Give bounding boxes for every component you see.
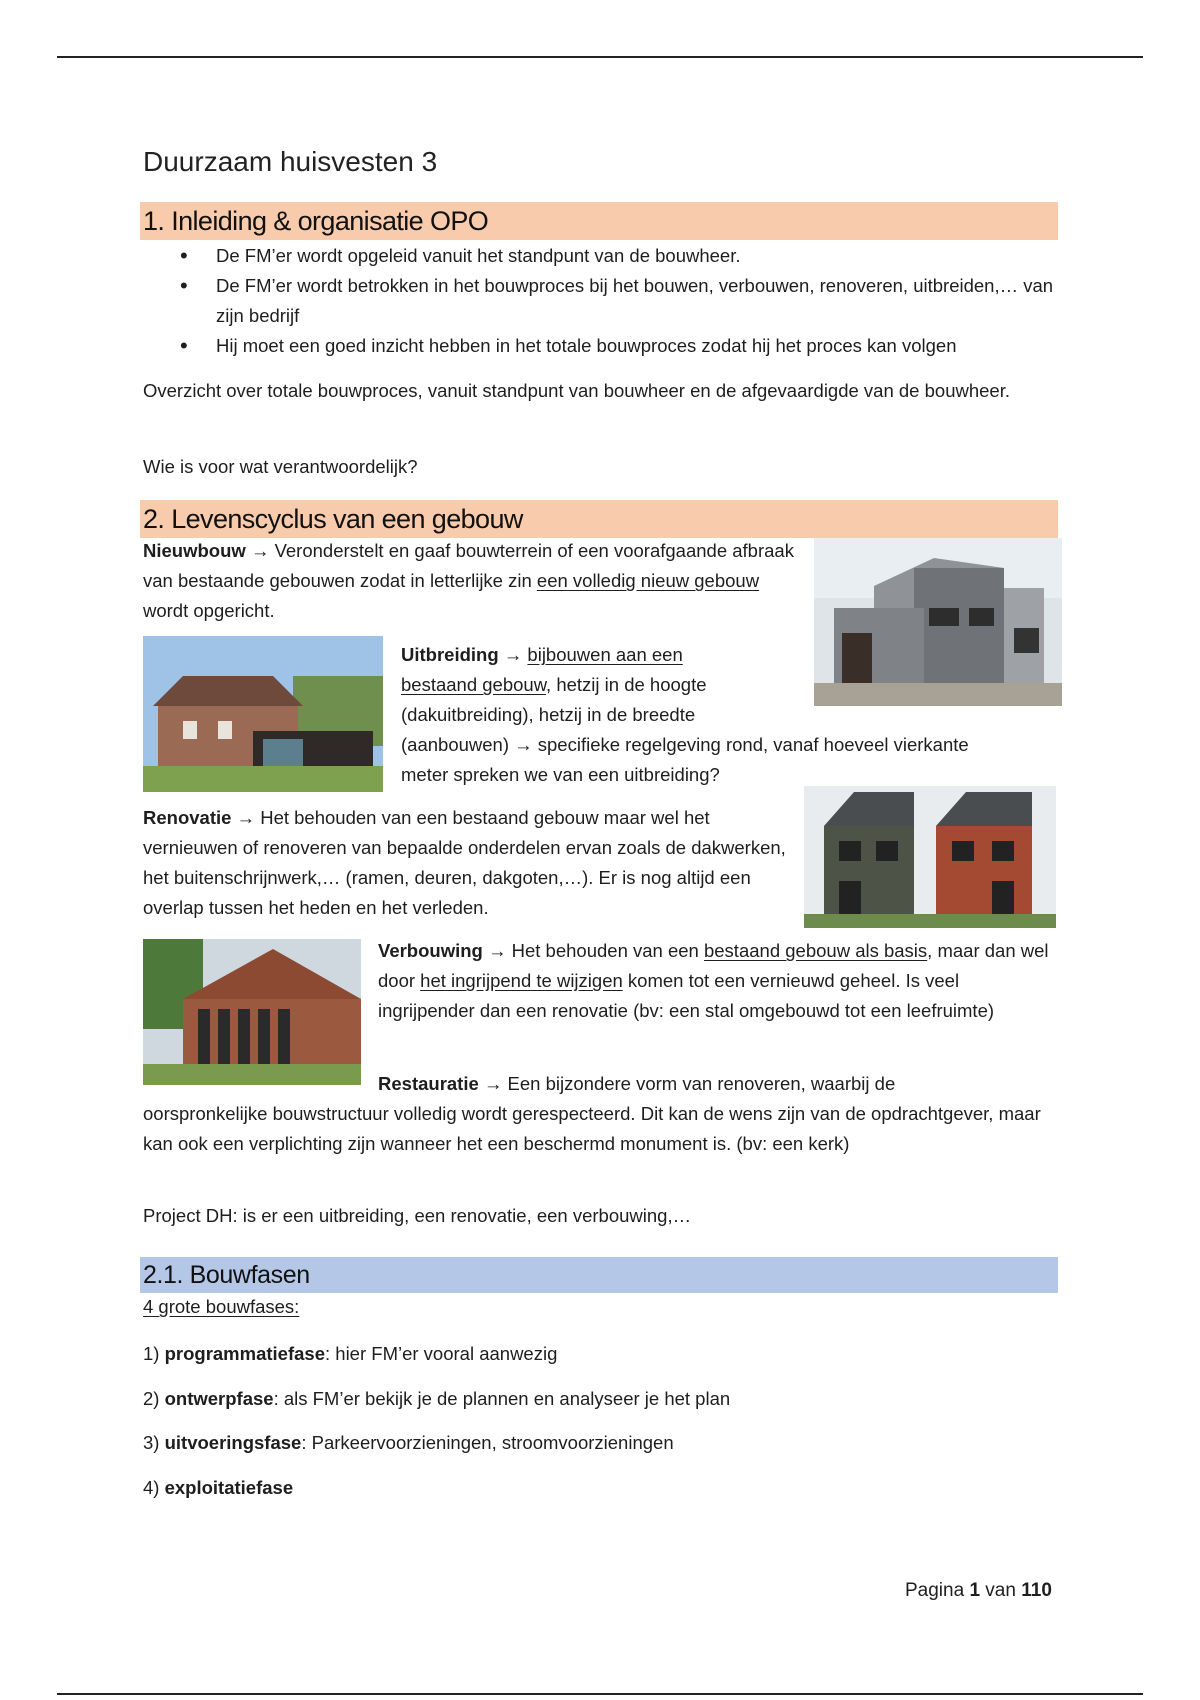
nieuwbouw-term: Nieuwbouw: [143, 540, 246, 561]
restauratie-text: Een bijzondere vorm van renoveren, waarbij de: [507, 1073, 896, 1094]
nieuwbouw-paragraph: [143, 536, 798, 626]
header-rule: [57, 56, 1143, 58]
section-heading-bouwfasen: 2.1. Bouwfasen: [140, 1257, 1058, 1293]
current-page: 1: [969, 1580, 981, 1601]
uitbreiding-text-5: meter spreken we van een uitbreiding?: [401, 764, 720, 785]
uitbreiding-underlined-1: bijbouwen aan een: [527, 644, 683, 665]
uitbreiding-paragraph: [401, 640, 1061, 790]
restauratie-line-1: [378, 1069, 1060, 1099]
intro-bullet-list: [180, 241, 1060, 361]
restauratie-term: Restauratie: [378, 1073, 479, 1094]
renovatie-text: Het behouden van een bestaand gebouw maar wel het vernieuwen of renoveren van bepaalde onderdelen ervan zoals de dakwerken, het buitenschrijnwerk,… (ramen, deuren, dakgoten,…). Er is nog altijd een overlap tussen het heden en het verleden.: [143, 807, 786, 918]
responsibility-question: Wie is voor wat verantwoordelijk?: [143, 456, 418, 477]
nieuwbouw-underlined: een volledig nieuw gebouw: [536, 570, 760, 591]
page-prefix: Pagina: [905, 1580, 970, 1601]
page-separator: van: [980, 1580, 1022, 1601]
arrow: →: [478, 1073, 508, 1094]
phase-term: uitvoeringsfase: [164, 1432, 302, 1453]
verbouwing-underlined-2: het ingrijpend te wijzigen: [420, 970, 623, 991]
arrow: →: [231, 807, 261, 828]
extension-house-photo: [143, 636, 383, 792]
list-item: • Hij moet een goed inzicht hebben in het totale bouwproces zodat hij het proces kan volgen: [180, 331, 1060, 361]
uitbreiding-text-3: (dakuitbreiding), hetzij in de breedte: [401, 704, 696, 725]
renovated-houses-photo: [804, 786, 1056, 928]
list-item: • De FM’er wordt betrokken in het bouwproces bij het bouwen, verbouwen, renoveren, uitbreiden,… van zijn bedrijf: [180, 271, 1060, 331]
phase-item: [143, 1428, 1058, 1458]
section-heading-levenscyclus: 2. Levenscyclus van een gebouw: [140, 500, 1058, 538]
phase-item: [143, 1339, 1058, 1369]
phase-number: 4): [143, 1477, 165, 1498]
phase-item: [143, 1384, 1058, 1414]
uitbreiding-underlined-2: bestaand gebouw: [401, 674, 547, 695]
phase-number: 1): [143, 1343, 165, 1364]
page-number: [905, 1576, 1052, 1606]
overview-paragraph: Overzicht over totale bouwproces, vanuit standpunt van bouwheer en de afgevaardigde van de bouwheer.: [143, 380, 1010, 401]
uitbreiding-text-2: , hetzij in de hoogte: [546, 674, 707, 695]
renovatie-term: Renovatie: [143, 807, 232, 828]
phase-description: : als FM’er bekijk je de plannen en analyseer je het plan: [273, 1388, 731, 1409]
list-item: • De FM’er wordt opgeleid vanuit het standpunt van de bouwheer.: [180, 241, 1060, 271]
arrow: →: [245, 540, 275, 561]
nieuwbouw-text: Veronderstelt en gaaf bouwterrein of een voorafgaande afbraak van bestaande gebouwen zodat in letterlijke zin: [143, 540, 794, 591]
verbouwing-text: Het behouden van een: [511, 940, 704, 961]
renovatie-paragraph: [143, 803, 793, 923]
phase-item: [143, 1473, 1058, 1503]
arrow: →: [482, 940, 512, 961]
converted-barn-photo: [143, 939, 361, 1085]
nieuwbouw-text-end: wordt opgericht.: [143, 600, 275, 621]
uitbreiding-term: Uitbreiding: [401, 644, 499, 665]
phase-description: : hier FM’er vooral aanwezig: [325, 1343, 558, 1364]
verbouwing-text-2: , maar dan wel door: [378, 940, 1049, 991]
arrow: →: [498, 644, 528, 665]
phase-term: programmatiefase: [164, 1343, 325, 1364]
total-pages: 110: [1021, 1580, 1052, 1601]
phase-number: 3): [143, 1432, 165, 1453]
section-heading-inleiding: 1. Inleiding & organisatie OPO: [140, 202, 1058, 240]
phase-term: exploitatiefase: [164, 1477, 294, 1498]
bouwfasen-intro: 4 grote bouwfases:: [143, 1296, 300, 1317]
document-title: Duurzaam huisvesten 3: [143, 146, 438, 177]
verbouwing-text-3: komen tot een vernieuwd geheel. Is veel ingrijpender dan een renovatie (bv: een stal omgebouwd tot een leefruimte): [378, 970, 995, 1021]
verbouwing-paragraph: [378, 936, 1060, 1026]
verbouwing-term: Verbouwing: [378, 940, 483, 961]
phase-description: : Parkeervoorzieningen, stroomvoorzieningen: [301, 1432, 674, 1453]
phase-term: ontwerpfase: [164, 1388, 274, 1409]
verbouwing-underlined-1: bestaand gebouw als basis: [703, 940, 928, 961]
footer-rule: [57, 1693, 1143, 1695]
restauratie-paragraph: oorspronkelijke bouwstructuur volledig wordt gerespecteerd. Dit kan de wens zijn van de opdrachtgever, maar kan ook een verplichting zijn wanneer het een beschermd monument is. (bv: een kerk): [143, 1103, 1041, 1154]
phase-number: 2): [143, 1388, 165, 1409]
uitbreiding-text-4: (aanbouwen) → specifieke regelgeving rond, vanaf hoeveel vierkante: [401, 734, 969, 755]
project-question: Project DH: is er een uitbreiding, een renovatie, een verbouwing,…: [143, 1205, 692, 1226]
